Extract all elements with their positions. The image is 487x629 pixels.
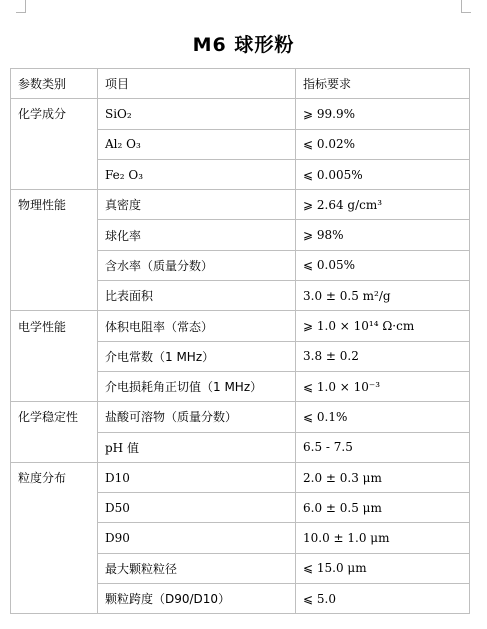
- table-row: [11, 553, 470, 583]
- cell-category: [11, 341, 98, 371]
- page-corner-mark-left: [16, 0, 26, 13]
- table-row: [11, 220, 470, 250]
- cell-item: D90: [98, 523, 296, 553]
- table-row: [11, 129, 470, 159]
- cell-requirement: ⩾ 99.9%: [296, 99, 470, 129]
- table-row: [11, 159, 470, 189]
- cell-item: 介电常数（1 MHz）: [98, 341, 296, 371]
- cell-item: D10: [98, 462, 296, 492]
- cell-category: [11, 371, 98, 401]
- header-requirement: 指标要求: [296, 69, 470, 99]
- cell-requirement: 3.0 ± 0.5 m²/g: [296, 281, 470, 311]
- cell-category: [11, 129, 98, 159]
- cell-category: [11, 220, 98, 250]
- table-row: [11, 341, 470, 371]
- cell-item: 颗粒跨度（D90/D10）: [98, 584, 296, 614]
- table-row: [11, 250, 470, 280]
- table-row: [11, 523, 470, 553]
- cell-category: 物理性能: [11, 190, 98, 220]
- table-row: [11, 311, 470, 341]
- cell-item: D50: [98, 493, 296, 523]
- cell-item: 比表面积: [98, 281, 296, 311]
- cell-requirement: 3.8 ± 0.2: [296, 341, 470, 371]
- cell-requirement: ⩽ 0.005%: [296, 159, 470, 189]
- table-row: [11, 281, 470, 311]
- table-row: [11, 402, 470, 432]
- cell-item: SiO₂: [98, 99, 296, 129]
- table-row: [11, 493, 470, 523]
- table-row: [11, 584, 470, 614]
- cell-category: [11, 523, 98, 553]
- cell-requirement: ⩾ 1.0 × 10¹⁴ Ω·cm: [296, 311, 470, 341]
- cell-item: 真密度: [98, 190, 296, 220]
- page-corner-mark-right: [461, 0, 471, 13]
- header-category: 参数类别: [11, 69, 98, 99]
- cell-category: [11, 493, 98, 523]
- cell-category: 电学性能: [11, 311, 98, 341]
- cell-item: 球化率: [98, 220, 296, 250]
- document-title: M6 球形粉: [192, 34, 295, 56]
- table-row: [11, 432, 470, 462]
- cell-requirement: ⩽ 0.05%: [296, 250, 470, 280]
- cell-requirement: ⩽ 15.0 μm: [296, 553, 470, 583]
- cell-item: 体积电阻率（常态）: [98, 311, 296, 341]
- cell-category: [11, 281, 98, 311]
- cell-item: pH 值: [98, 432, 296, 462]
- table-row: [11, 371, 470, 401]
- specification-table: [10, 68, 470, 614]
- cell-item: 介电损耗角正切值（1 MHz）: [98, 371, 296, 401]
- cell-requirement: ⩽ 1.0 × 10⁻³: [296, 371, 470, 401]
- table-row: [11, 99, 470, 129]
- cell-category: [11, 584, 98, 614]
- cell-requirement: ⩽ 0.02%: [296, 129, 470, 159]
- cell-category: 化学成分: [11, 99, 98, 129]
- table-body: [11, 99, 470, 614]
- cell-item: 盐酸可溶物（质量分数）: [98, 402, 296, 432]
- cell-requirement: 6.5 - 7.5: [296, 432, 470, 462]
- cell-category: [11, 250, 98, 280]
- cell-requirement: ⩽ 5.0: [296, 584, 470, 614]
- table-row: [11, 462, 470, 492]
- table-header-row: [11, 69, 470, 99]
- cell-category: 粒度分布: [11, 462, 98, 492]
- cell-requirement: ⩾ 98%: [296, 220, 470, 250]
- cell-requirement: ⩽ 0.1%: [296, 402, 470, 432]
- cell-category: [11, 432, 98, 462]
- cell-requirement: 2.0 ± 0.3 μm: [296, 462, 470, 492]
- cell-item: 最大颗粒粒径: [98, 553, 296, 583]
- cell-category: [11, 159, 98, 189]
- cell-item: 含水率（质量分数）: [98, 250, 296, 280]
- cell-item: Fe₂ O₃: [98, 159, 296, 189]
- header-item: 项目: [98, 69, 296, 99]
- table-row: [11, 190, 470, 220]
- cell-item: Al₂ O₃: [98, 129, 296, 159]
- cell-requirement: ⩾ 2.64 g/cm³: [296, 190, 470, 220]
- cell-category: 化学稳定性: [11, 402, 98, 432]
- cell-requirement: 6.0 ± 0.5 μm: [296, 493, 470, 523]
- cell-category: [11, 553, 98, 583]
- cell-requirement: 10.0 ± 1.0 μm: [296, 523, 470, 553]
